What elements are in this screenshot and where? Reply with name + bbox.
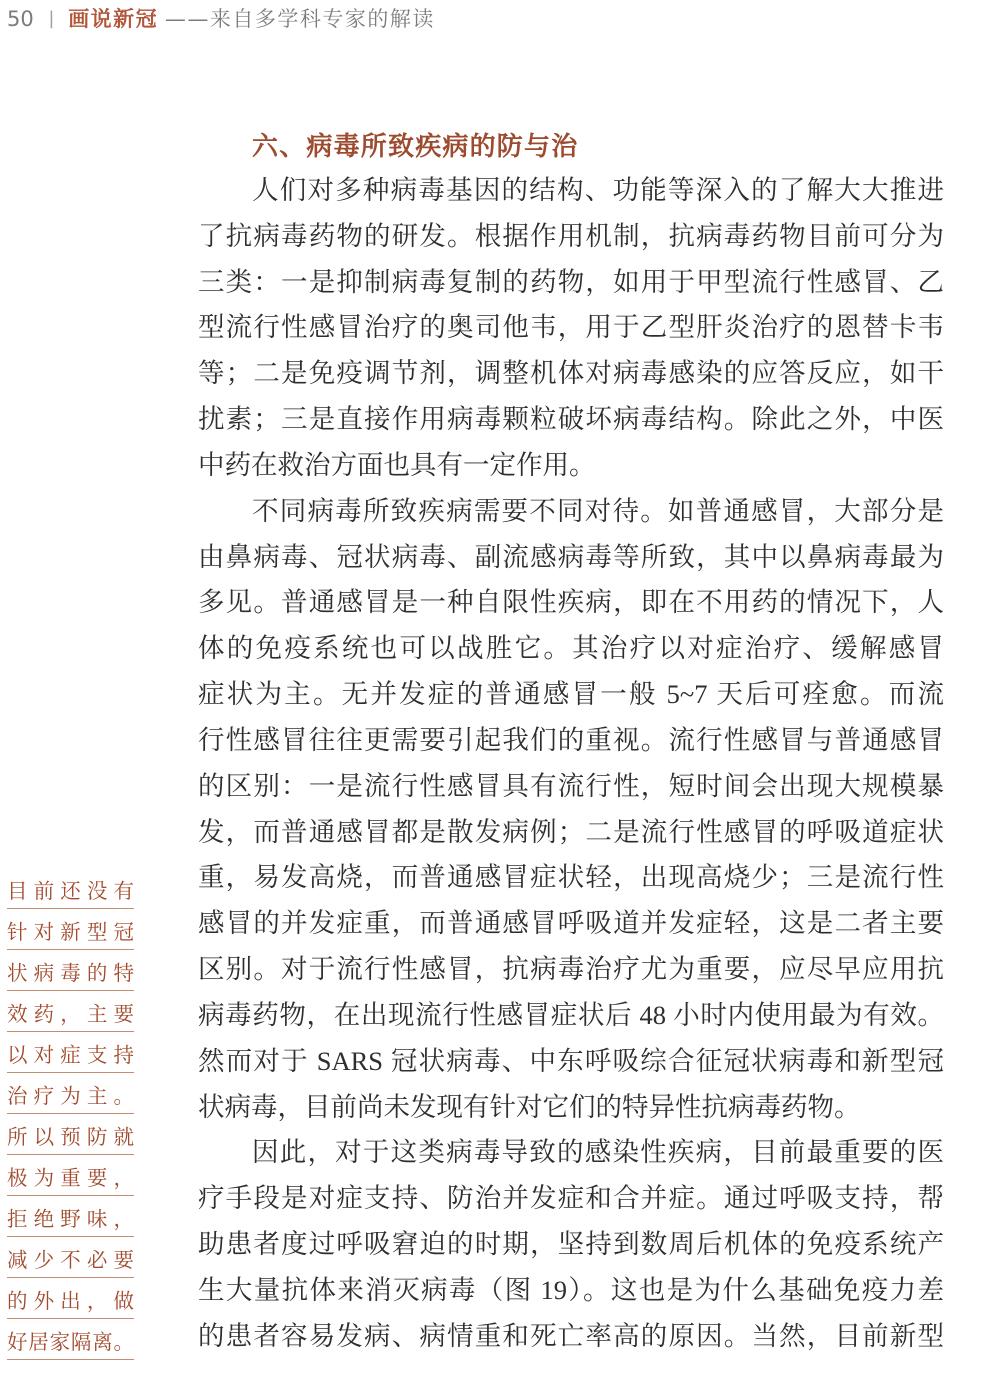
margin-note-line: 以对症支持: [7, 1038, 134, 1073]
body-text-line: 生大量抗体来消灭病毒（图 19）。这也是为什么基础免疫力差: [198, 1274, 944, 1305]
body-text-line: 型流行性感冒治疗的奥司他韦，用于乙型肝炎治疗的恩替卡韦: [198, 312, 944, 343]
body-text-line: 多见。普通感冒是一种自限性疾病，即在不用药的情况下，人: [198, 587, 944, 618]
body-text-line: 症状为主。无并发症的普通感冒一般 5~7 天后可痊愈。而流: [198, 679, 944, 710]
margin-note-line: 效药，主要: [7, 997, 134, 1032]
body-text-line: 由鼻病毒、冠状病毒、副流感病毒等所致，其中以鼻病毒最为: [198, 541, 944, 572]
body-text-line: 了抗病毒药物的研发。根据作用机制，抗病毒药物目前可分为: [198, 220, 944, 251]
body-text-line: 的区别：一是流行性感冒具有流行性，短时间会出现大规模暴: [198, 770, 944, 801]
body-text-line: 中药在救治方面也具有一定作用。: [198, 449, 596, 480]
book-subtitle: ——来自多学科专家的解读: [164, 7, 435, 31]
book-title: 画说新冠: [68, 7, 159, 31]
body-text-line: 疗手段是对症支持、防治并发症和合并症。通过呼吸支持，帮: [198, 1183, 944, 1214]
margin-note-line: 针对新型冠: [7, 915, 134, 950]
body-text-line: 等；二是免疫调节剂，调整机体对病毒感染的应答反应，如干: [198, 358, 944, 389]
margin-note-line: 目前还没有: [7, 874, 134, 909]
margin-note: [7, 874, 134, 1366]
paragraph: [198, 168, 944, 489]
margin-note-line: 状病毒的特: [7, 956, 134, 991]
body-text-line: 助患者度过呼吸窘迫的时期，坚持到数周后机体的免疫系统产: [198, 1229, 944, 1260]
body-text-line: 状病毒，目前尚未发现有针对它们的特异性抗病毒药物。: [198, 1091, 861, 1122]
body-text-line: 病毒药物，在出现流行性感冒症状后 48 小时内使用最为有效。: [198, 999, 944, 1030]
paragraph: [198, 489, 944, 1131]
body-text-line: 人们对多种病毒基因的结构、功能等深入的了解大大推进: [252, 175, 944, 205]
body-text-line: 区别。对于流行性感冒，抗病毒治疗尤为重要，应尽早应用抗: [198, 954, 944, 985]
margin-note-line: 减少不必要: [7, 1243, 134, 1278]
margin-note-line: 好居家隔离。: [7, 1325, 134, 1360]
margin-note-line: 的外出，做: [7, 1284, 134, 1319]
body-text-line: 然而对于 SARS 冠状病毒、中东呼吸综合征冠状病毒和新型冠: [198, 1045, 944, 1076]
page-number: 50: [7, 7, 34, 31]
margin-note-line: 拒绝野味，: [7, 1202, 134, 1237]
body-text-line: 的患者容易发病、病情重和死亡率高的原因。当然，目前新型: [198, 1320, 944, 1351]
paragraph: [198, 1130, 944, 1359]
body-text-line: 体的免疫系统也可以战胜它。其治疗以对症治疗、缓解感冒: [198, 633, 944, 664]
body-text-line: 行性感冒往往更需要引起我们的重视。流行性感冒与普通感冒: [198, 724, 944, 755]
running-header: [7, 5, 435, 33]
margin-note-line: 所以预防就: [7, 1120, 134, 1155]
body-text-line: 扰素；三是直接作用病毒颗粒破坏病毒结构。除此之外，中医: [198, 404, 944, 435]
section-heading: 六、病毒所致疾病的防与治: [252, 132, 579, 162]
body-text-line: 不同病毒所致疾病需要不同对待。如普通感冒，大部分是: [252, 495, 944, 526]
body-text-line: 因此，对于这类病毒导致的感染性疾病，目前最重要的医: [252, 1137, 944, 1168]
body-text-line: 发，而普通感冒都是散发病例；二是流行性感冒的呼吸道症状: [198, 816, 944, 847]
body-text: [198, 168, 944, 1360]
body-text-line: 感冒的并发症重，而普通感冒呼吸道并发症轻，这是二者主要: [198, 908, 944, 939]
body-text-line: 重，易发高烧，而普通感冒症状轻，出现高烧少；三是流行性: [198, 862, 944, 893]
margin-note-line: 治疗为主。: [7, 1079, 134, 1114]
margin-note-line: 极为重要，: [7, 1161, 134, 1196]
header-separator: |: [48, 8, 55, 29]
body-text-line: 三类：一是抑制病毒复制的药物，如用于甲型流行性感冒、乙: [198, 266, 944, 297]
